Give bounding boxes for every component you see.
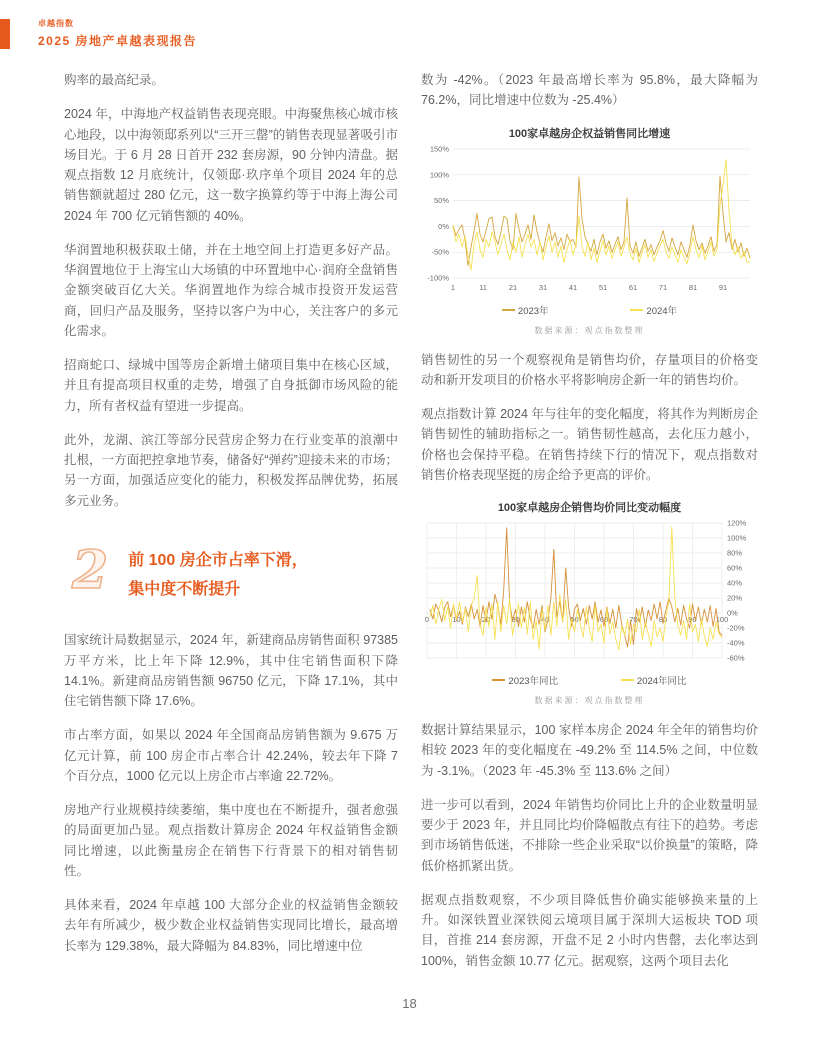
svg-text:-60%: -60% bbox=[727, 653, 745, 663]
section-title-line2: 集中度不断提升 bbox=[128, 580, 241, 598]
section-number: 2 bbox=[72, 539, 109, 601]
section-title-line1: 前 100 房企市占率下滑， bbox=[128, 551, 308, 569]
chart-source: 数据来源：观点指数整理 bbox=[534, 696, 645, 705]
chart-equity-sales-yoy-growth bbox=[421, 125, 758, 336]
paragraph: 华润置地积极获取土储，并在土地空间上打造更多好产品。华润置地位于上海宝山大场镇的中环置地中心·润府全盘销售金额突破百亿大关。华润置地作为综合城市投资开发运营商，回归产品及服务，坚持以客户为中心，关注客户的多元化需求。 bbox=[64, 242, 398, 338]
svg-text:120%: 120% bbox=[727, 518, 747, 528]
right-column bbox=[421, 70, 758, 985]
svg-text:-50%: -50% bbox=[431, 247, 449, 257]
brand-name: 卓越指数 bbox=[38, 19, 74, 28]
paragraph: 国家统计局数据显示，2024 年，新建商品房销售面积 97385 万平方米，比上年下降 12.9%，其中住宅销售面积下降 14.1%。新建商品房销售额 96750 亿元，下降 17.1%，其中住宅销售额下降 17.6%。 bbox=[64, 633, 398, 709]
paragraph: 观点指数计算 2024 年与往年的变化幅度，将其作为判断房企销售韧性的辅助指标之一。销售韧性越高，去化压力越小，价格也会保持平稳。在销售持续下行的情况下，观点指数对销售价格表现坚挺的房企给予更高的评价。 bbox=[421, 407, 758, 482]
svg-text:10: 10 bbox=[452, 615, 461, 624]
paragraph: 招商蛇口、绿城中国等房企新增土储项目集中在核心区域，并且有提高项目权重的走势，增强了自身抵御市场风险的能力，所有者权益有望进一步提高。 bbox=[64, 358, 398, 413]
svg-text:61: 61 bbox=[628, 282, 638, 292]
chart-title: 100家卓越房企权益销售同比增速 bbox=[508, 127, 671, 140]
svg-text:70: 70 bbox=[629, 615, 638, 624]
svg-text:41: 41 bbox=[568, 282, 578, 292]
legend-label: 2024年 bbox=[646, 305, 678, 317]
svg-text:-100%: -100% bbox=[427, 273, 449, 282]
legend-dash-icon bbox=[621, 679, 634, 681]
legend-item bbox=[492, 673, 558, 687]
svg-text:81: 81 bbox=[688, 282, 698, 292]
svg-text:80%: 80% bbox=[727, 548, 743, 558]
report-title: 2025 房地产卓越表现报告 bbox=[38, 34, 198, 48]
chart-avg-price-yoy-change bbox=[421, 499, 758, 706]
legend-dash-icon bbox=[630, 309, 643, 311]
svg-text:30: 30 bbox=[511, 615, 520, 624]
svg-text:50: 50 bbox=[570, 615, 579, 624]
paragraph: 销售韧性的另一个观察视角是销售均价，存量项目的价格变动和新开发项目的价格水平将影响房企新一年的销售均价。 bbox=[421, 352, 758, 387]
svg-text:-40%: -40% bbox=[727, 638, 745, 648]
svg-text:0: 0 bbox=[424, 615, 430, 624]
paragraph: 进一步可以看到，2024 年销售均价同比上升的企业数量明显要少于 2023 年，并且同比均价降幅散点有往下的趋势。考虑到市场销售低迷，不排除一些企业采取“以价换量”的策略，降低价格抓紧出货。 bbox=[421, 797, 758, 873]
svg-text:40: 40 bbox=[540, 615, 550, 624]
section-heading bbox=[72, 541, 398, 605]
svg-text:71: 71 bbox=[658, 282, 668, 292]
paragraph: 数据计算结果显示，100 家样本房企 2024 年全年的销售均价相较 2023 年的变化幅度在 -49.2% 至 114.5% 之间，中位数为 -3.1%。（2023 年 -45.3% 至 113.6% 之间） bbox=[421, 723, 758, 778]
section-title bbox=[128, 541, 308, 605]
svg-text:20: 20 bbox=[481, 615, 491, 624]
paragraph: 购率的最高纪录。 bbox=[64, 73, 165, 87]
svg-text:31: 31 bbox=[538, 282, 548, 292]
paragraph: 市占率方面，如果以 2024 年全国商品房销售额为 9.675 万亿元计算，前 100 房企市占率合计 42.24%，较去年下降 7 个百分点，1000 亿元以上房企市占率逾 22.72%。 bbox=[64, 728, 398, 783]
left-column bbox=[64, 70, 398, 970]
paragraph: 2024 年，中海地产权益销售表现亮眼。中海聚焦核心城市核心地段，以中海领邸系列以“三开三罄”的销售表现显著吸引市场目光。于 6 月 28 日首开 232 套房源，90 分钟内清盘。据观点指数 12 月底统计，仅领邸·玖序单个项目 2024 年的总销售额就超过 280 亿元，这一数字换算约等于中海上海公司 2024 年 700 亿元销售额的 40%。 bbox=[64, 107, 398, 223]
legend-item bbox=[621, 673, 687, 687]
chart-source: 数据来源：观点指数整理 bbox=[534, 325, 645, 335]
svg-text:40%: 40% bbox=[727, 578, 743, 588]
legend-dash-icon bbox=[502, 309, 515, 311]
chart-legend bbox=[421, 673, 758, 687]
legend-item bbox=[502, 303, 549, 317]
svg-text:50%: 50% bbox=[433, 195, 449, 205]
paragraph: 数为 -42%。（2023 年最高增长率为 95.8%，最大降幅为 76.2%，同比增速中位数为 -25.4%） bbox=[421, 73, 758, 108]
chart-legend bbox=[421, 303, 758, 317]
svg-text:0%: 0% bbox=[438, 221, 449, 231]
paragraph: 据观点指数观察，不少项目降低售价确实能够换来量的上升。如深铁置业深铁阅云境项目属于深圳大运板块 TOD 项目，首推 214 套房源，开盘不足 2 小时内售罄，去化率达到 100%，销售金额 10.77 亿元。据观察，这两个项目去化 bbox=[421, 892, 758, 968]
svg-text:100: 100 bbox=[715, 615, 729, 624]
report-header bbox=[0, 18, 197, 52]
svg-text:21: 21 bbox=[508, 282, 518, 292]
chart-plot-area bbox=[421, 144, 758, 296]
svg-text:100%: 100% bbox=[727, 533, 747, 543]
legend-dash-icon bbox=[492, 679, 505, 681]
svg-text:11: 11 bbox=[479, 282, 487, 292]
svg-text:91: 91 bbox=[718, 282, 728, 292]
svg-text:0%: 0% bbox=[727, 608, 738, 618]
brand-accent-bar bbox=[0, 19, 10, 49]
svg-text:80: 80 bbox=[658, 615, 668, 624]
chart-title: 100家卓越房企销售均价同比变动幅度 bbox=[497, 502, 682, 514]
svg-text:90: 90 bbox=[688, 615, 697, 624]
legend-label: 2023年同比 bbox=[508, 676, 559, 687]
svg-text:1: 1 bbox=[450, 282, 456, 292]
svg-text:100%: 100% bbox=[429, 169, 449, 179]
svg-text:150%: 150% bbox=[429, 144, 449, 153]
paragraph: 此外，龙湖、滨江等部分民营房企努力在行业变革的浪潮中扎根，一方面把控拿地节奏，储备好“弹药”迎接未来的市场；另一方面，加强适应变化的能力，积极发挥品牌优势，拓展多元业务。 bbox=[64, 432, 398, 508]
chart-plot-area bbox=[421, 518, 758, 666]
svg-text:60: 60 bbox=[599, 615, 609, 624]
legend-item bbox=[630, 303, 677, 317]
svg-text:60%: 60% bbox=[727, 563, 743, 573]
paragraph: 房地产行业规模持续萎缩，集中度也在不断提升，强者愈强的局面更加凸显。观点指数计算房企 2024 年权益销售金额同比增速，以此衡量房企在销售下行背景下的相对销售韧性。 bbox=[64, 803, 398, 878]
paragraph: 具体来看，2024 年卓越 100 大部分企业的权益销售金额较去年有所减少，极少数企业权益销售实现同比增长，最高增长率为 129.38%，最大降幅为 84.83%，同比增速中位 bbox=[64, 898, 398, 953]
legend-label: 2023年 bbox=[517, 305, 549, 317]
svg-text:-20%: -20% bbox=[727, 623, 745, 633]
legend-label: 2024年同比 bbox=[636, 676, 687, 687]
svg-text:20%: 20% bbox=[727, 593, 743, 603]
svg-text:51: 51 bbox=[598, 282, 608, 292]
page-number: 18 bbox=[402, 996, 417, 1011]
